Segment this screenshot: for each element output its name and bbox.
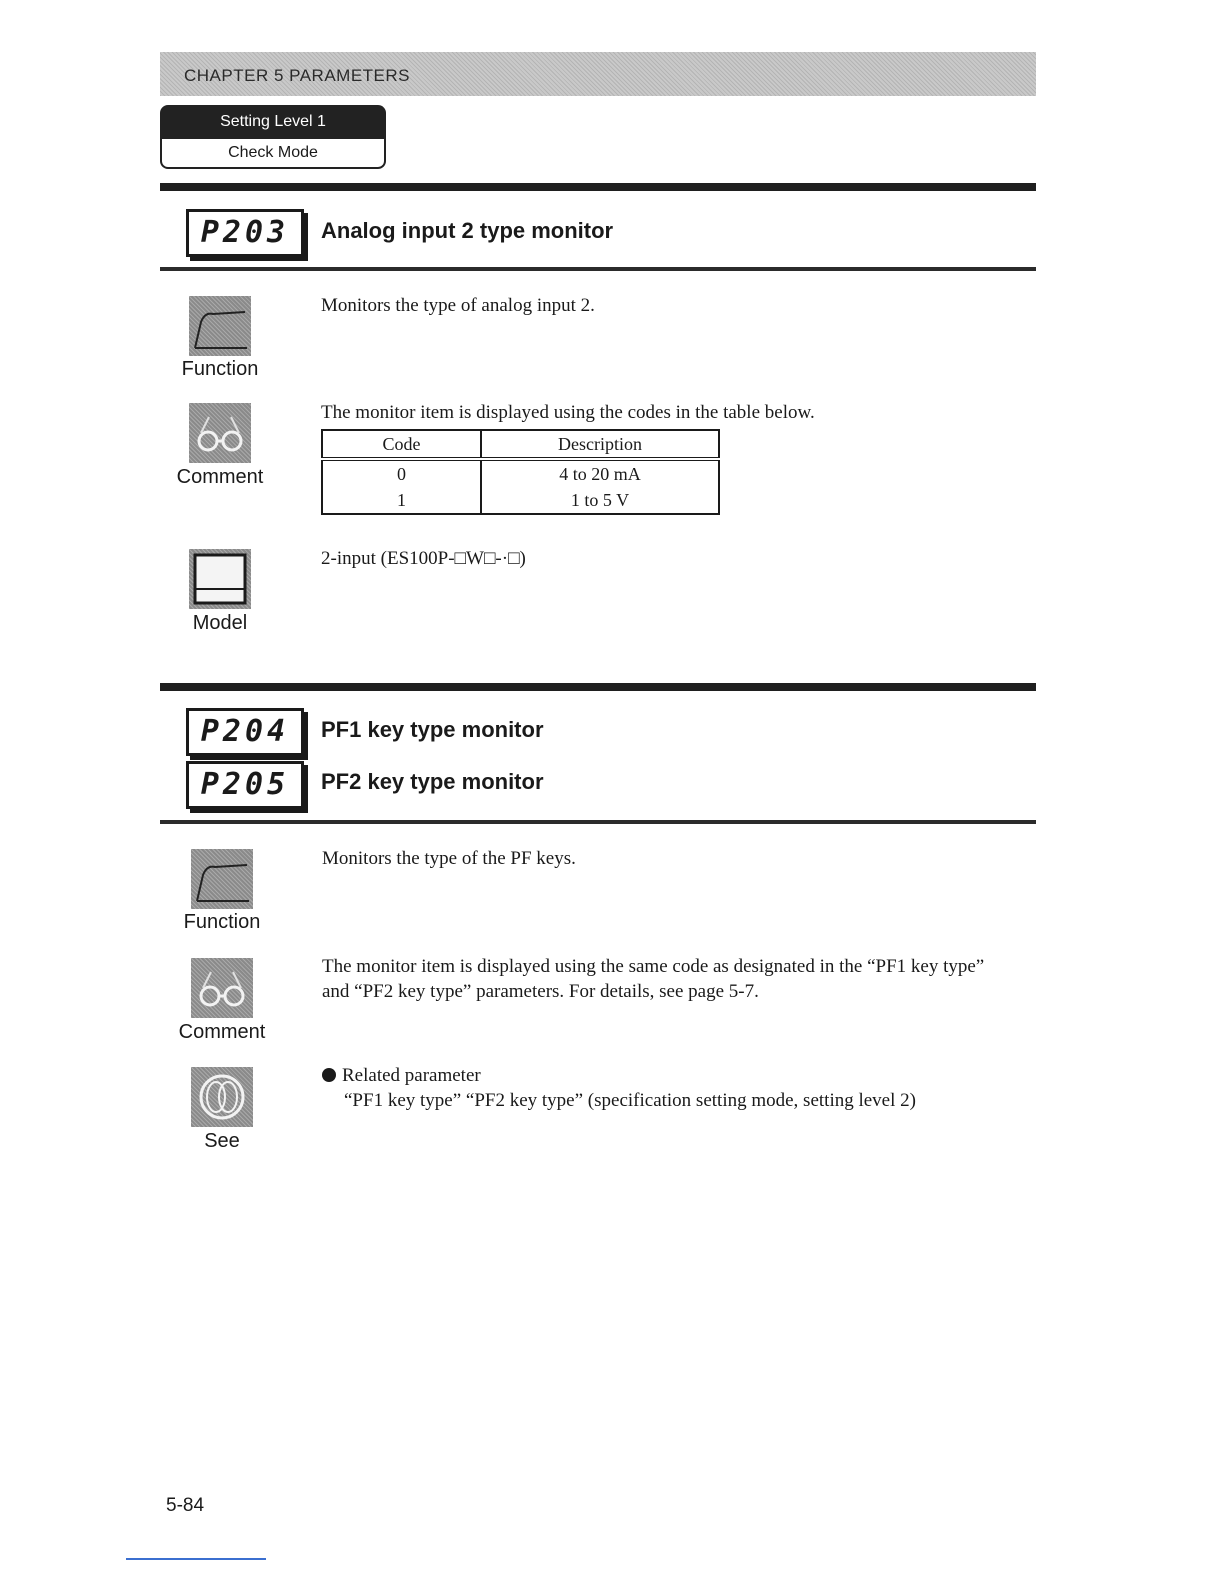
related-heading: Related parameter [342,1065,481,1086]
related-text: “PF1 key type” “PF2 key type” (specification setting mode, setting level 2) [344,1090,916,1111]
table-cell: 0 [322,459,481,487]
footer-line [126,1558,266,1560]
comment-line: The monitor item is displayed using the same code as designated in the “PF1 key type” [322,956,985,977]
function-text: Monitors the type of the PF keys. [322,848,576,869]
parameter-code-p204: P204 [186,708,304,756]
comment-label: Comment [176,466,264,488]
table-cell: 1 to 5 V [481,487,719,514]
level-tab [160,105,386,169]
model-label: Model [192,612,248,634]
table-row [322,459,719,487]
mode-label: Check Mode [160,139,386,169]
section-title: PF1 key type monitor [321,717,544,742]
see-label: See [204,1130,240,1152]
comment-icon [189,403,251,463]
related-parameter [322,1063,916,1113]
table-header: Code [322,430,481,459]
title-underline [160,820,1036,824]
function-text: Monitors the type of analog input 2. [321,295,595,316]
section-divider [160,183,1036,191]
table-row [322,487,719,514]
function-icon [191,849,253,909]
page-number: 5-84 [166,1495,205,1516]
model-text: 2-input (ES100P-□W□-·□) [321,548,526,569]
table-cell: 4 to 20 mA [481,459,719,487]
comment-text [322,954,984,1004]
function-label: Function [183,911,261,933]
see-icon [191,1067,253,1127]
title-underline [160,267,1036,271]
table-header-row [322,430,719,459]
section-title: PF2 key type monitor [321,769,544,794]
section-divider [160,683,1036,691]
parameter-code-p205: P205 [186,761,304,809]
function-label: Function [181,358,259,380]
function-icon [189,296,251,356]
comment-text: The monitor item is displayed using the codes in the table below. [321,402,815,423]
comment-line: and “PF2 key type” parameters. For details, see page 5-7. [322,981,759,1002]
table-cell: 1 [322,487,481,514]
table-header: Description [481,430,719,459]
code-table [321,429,720,515]
section-title: Analog input 2 type monitor [321,218,614,243]
comment-label: Comment [178,1021,266,1043]
bullet-icon [322,1068,336,1082]
chapter-banner [160,52,1036,96]
model-icon [189,549,251,609]
chapter-title: CHAPTER 5 PARAMETERS [184,66,411,85]
parameter-code-p203: P203 [186,209,304,257]
comment-icon [191,958,253,1018]
setting-level-label: Setting Level 1 [160,105,386,139]
